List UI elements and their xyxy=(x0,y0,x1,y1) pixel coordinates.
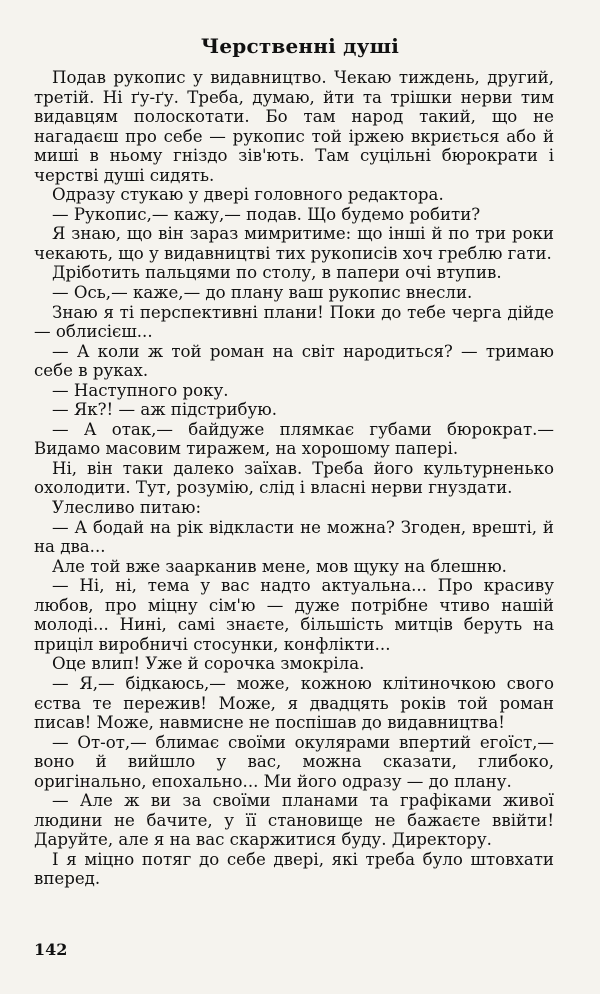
paragraph: Знаю я ті перспективні плани! Поки до тебе черга дійде — облисієш... xyxy=(34,302,554,342)
paragraph: — Я,— бідкаюсь,— може, кожною клітиночкою свого єства те пережив! Може, я двадцять років той роман писав! Може, навмисне не поспішав до видавництва! xyxy=(34,673,554,733)
paragraph: І я міцно потяг до себе двері, які треба було штовхати вперед. xyxy=(34,849,554,889)
paragraph: Одразу стукаю у двері головного редактора. xyxy=(52,185,444,205)
paragraph: Дріботить пальцями по столу, в папери очі втупив. xyxy=(52,263,502,283)
paragraph: — Рукопис,— кажу,— подав. Що будемо робити? xyxy=(52,204,481,224)
paragraph: — Як?! — аж підстрибую. xyxy=(52,400,277,420)
paragraph: — Але ж ви за своїми планами та графіками живої людини не бачите, у її становище не бажаєте ввійти! Даруйте, але я на вас скаржитися буду. Директору. xyxy=(34,791,554,850)
story-text xyxy=(34,68,554,889)
paragraph: Ні, він таки далеко заїхав. Треба його культурненько охолодити. Тут, розумію, слід і власні нерви гнуздати. xyxy=(34,458,554,498)
paragraph: Улесливо питаю: xyxy=(52,498,202,518)
paragraph: — А бодай на рік відкласти не можна? Згоден, врешті, й на два... xyxy=(34,517,554,557)
page-title: Черственні душі xyxy=(200,34,400,58)
paragraph: — Ні, ні, тема у вас надто актуальна... Про красиву любов, про міцну сім'ю — дуже потрібне чтиво нашій молоді... Нині, самі знаєте, більшість митців беруть на приціл виробничі стосунки, конфлікти... xyxy=(34,576,554,654)
paragraph: — А отак,— байдуже плямкає губами бюрократ.— Видамо масовим тиражем, на хорошому папері. xyxy=(34,419,554,459)
paragraph: — От-от,— блимає своїми окулярами впертий егоїст,— воно й вийшло у вас, можна сказати, глибоко, оригінально, епохально... Ми його одразу — до плану. xyxy=(34,732,554,791)
paragraph: Подав рукопис у видавництво. Чекаю тиждень, другий, третій. Ні ґу-ґу. Треба, думаю, йти та трішки нерви тим видавцям полоскотати. Бо там народ такий, що не нагадаєш про себе — рукопис той іржею вкриється або й миші в ньому гніздо зів'ють. Там суцільні бюрократи і черстві душі сидять. xyxy=(34,68,554,185)
paragraph: — Ось,— каже,— до плану ваш рукопис внесли. xyxy=(52,283,473,303)
paragraph: Я знаю, що він зараз мимритиме: що інші й по три роки чекають, що у видавництві тих рукописів хоч греблю гати. xyxy=(34,224,554,263)
paragraph: Оце влип! Уже й сорочка змокріла. xyxy=(52,654,365,674)
paragraph: — А коли ж той роман на світ народиться? — тримаю себе в руках. xyxy=(34,341,554,381)
paragraph: — Наступного року. xyxy=(52,380,229,400)
page-number: 142 xyxy=(34,940,68,959)
paragraph: Але той вже заарканив мене, мов щуку на блешню. xyxy=(52,556,507,576)
